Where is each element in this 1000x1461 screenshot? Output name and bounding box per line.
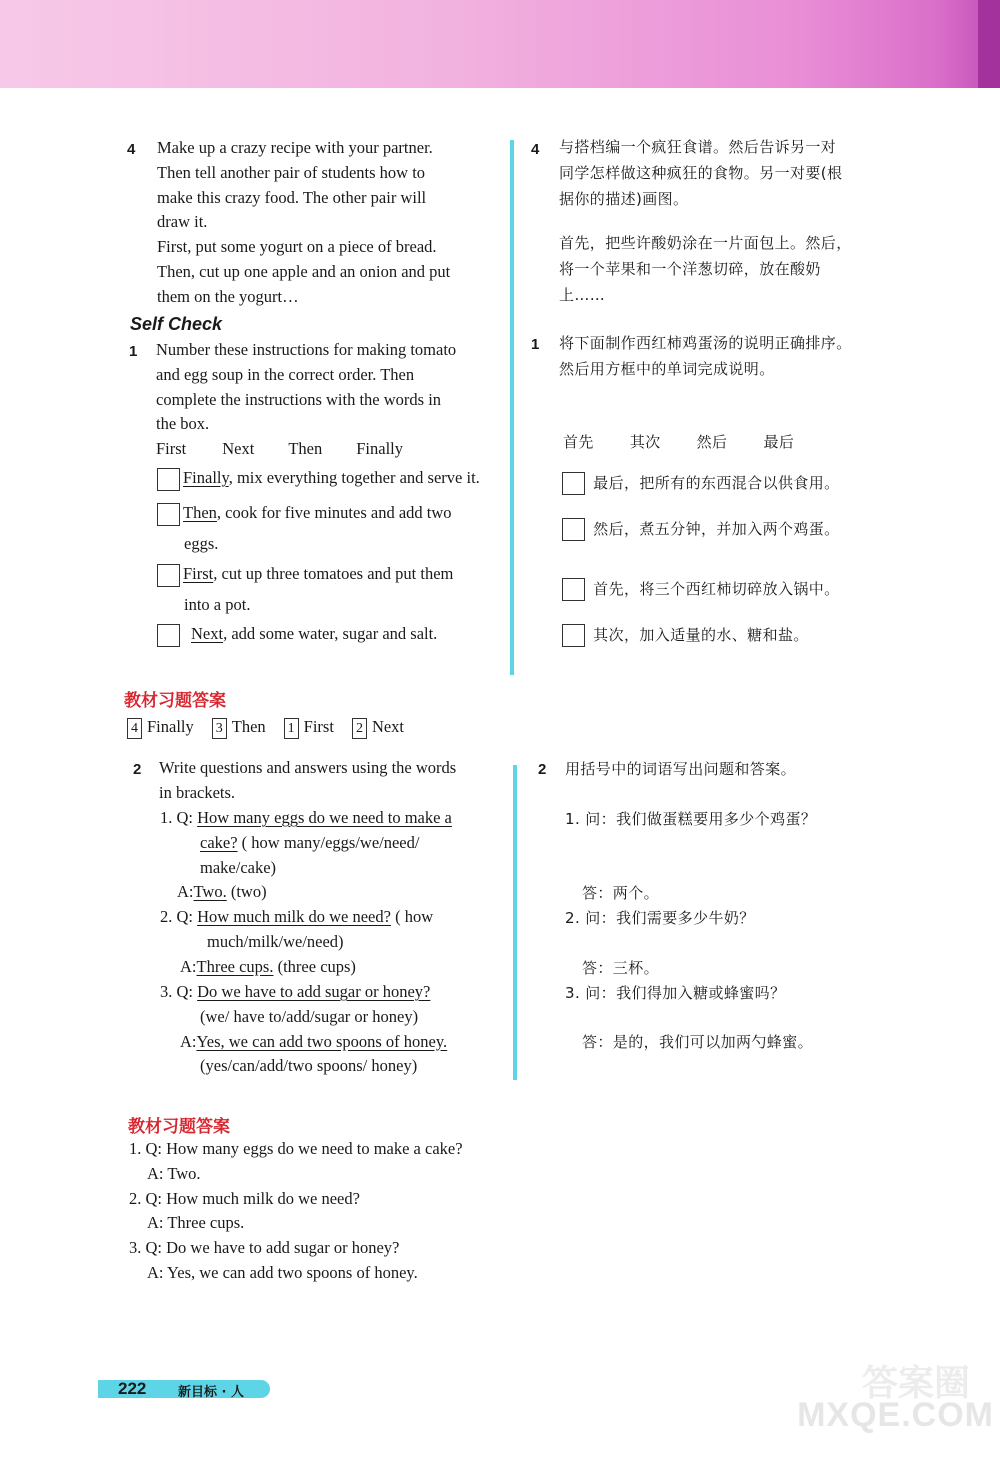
text-line: Then, cut up one apple and an onion and put [157, 261, 451, 281]
banner-edge [978, 0, 1000, 88]
book-label: 新目标 · 人 [178, 1385, 244, 1400]
text-line: Make up a crazy recipe with your partner. [157, 138, 433, 157]
word: 其次 [629, 433, 661, 451]
text-line: 将一个苹果和一个洋葱切碎，放在酸奶 [559, 260, 821, 278]
cn-answer: 答：三杯。 [582, 959, 660, 977]
section-4-cn-number: 4 [531, 141, 540, 158]
a-hint: (yes/can/add/two spoons/ honey) [200, 1056, 418, 1076]
text-line: 与搭档编一个疯狂食谱。然后告诉另一对 [559, 138, 837, 156]
q-hint: (we/ have to/add/sugar or honey) [200, 1006, 419, 1026]
text-line: them on the yogurt… [157, 286, 299, 306]
cn-instruction-item [562, 516, 840, 542]
fill-word: Then [183, 503, 217, 522]
self-check-en [156, 338, 494, 437]
text-line: 然后用方框中的单词完成说明。 [559, 360, 775, 378]
a-label: A: [180, 1031, 197, 1051]
section-2-en [159, 756, 497, 806]
answers-row [127, 715, 404, 740]
text-line: 将下面制作西红柿鸡蛋汤的说明正确排序。 [559, 334, 852, 352]
word: 然后 [696, 433, 728, 451]
answer-number: 3 [212, 718, 227, 739]
answer-number: 1 [284, 718, 299, 739]
instruction-text: , cut up three tomatoes and put them [213, 564, 454, 583]
text-line: 首先，把些许酸奶涂在一片面包上。然后， [559, 234, 852, 252]
answer-line: A: Yes, we can add two spoons of honey. [147, 1262, 418, 1282]
a-answer: Two. [193, 882, 227, 902]
watermark-logo: 答案圈 [861, 1363, 970, 1404]
fill-word: Finally [183, 468, 229, 487]
question-1 [160, 806, 500, 905]
cn-instruction-item [562, 576, 840, 602]
a-answer: Three cups. [196, 956, 274, 976]
instruction-cont: eggs. [184, 533, 219, 553]
answer-word: Finally [147, 717, 194, 736]
page-number: 222 [118, 1379, 147, 1398]
q-hint: ( how [395, 907, 434, 926]
text-line: make this crazy food. The other pair will [157, 187, 427, 207]
answer-box[interactable] [562, 518, 585, 541]
section-4-cn-example [559, 230, 904, 308]
section-4-cn [559, 134, 904, 212]
self-check-cn [559, 330, 904, 382]
text-line: the box. [156, 414, 210, 434]
instruction-text: 然后，煮五分钟，并加入两个鸡蛋。 [593, 520, 840, 538]
cn-answer: 答：两个。 [582, 884, 660, 902]
answer-line: 1. Q: How many eggs do we need to make a cake? [129, 1139, 463, 1158]
cn-question: 1. 问：我们做蛋糕要用多少个鸡蛋？ [565, 810, 817, 828]
column-divider-2 [513, 765, 517, 1080]
answer-number: 2 [352, 718, 367, 739]
cn-answer: 答：是的，我们可以加两勺蜂蜜。 [582, 1033, 814, 1051]
cn-question: 3. 问：我们得加入糖或蜂蜜吗？ [565, 984, 786, 1002]
instruction-item [157, 466, 497, 491]
answer-word: First [303, 717, 334, 736]
word: 最后 [763, 433, 795, 451]
text-line: 同学怎样做这种疯狂的食物。另一对要(根 [559, 164, 843, 182]
a-hint: (two) [230, 882, 267, 902]
cn-instruction-item [562, 470, 840, 496]
text-line: Then tell another pair of students how to [157, 162, 426, 182]
word: 首先 [563, 433, 594, 451]
self-check-number: 1 [129, 343, 138, 360]
section-2-cn-number: 2 [538, 761, 547, 778]
column-divider [510, 140, 514, 675]
answer-box[interactable] [562, 624, 585, 647]
answer-box[interactable] [562, 472, 585, 495]
q-answer: Do we have to add sugar or honey? [197, 982, 431, 1001]
word: Next [222, 439, 255, 458]
self-check-title: Self Check [130, 314, 223, 334]
a-label: A: [180, 956, 197, 976]
text-line: First, put some yogurt on a piece of bread. [157, 237, 437, 257]
text-line: Write questions and answers using the words [159, 758, 457, 777]
a-label: A: [177, 882, 194, 902]
watermark-text: MXQE.COM [797, 1396, 994, 1434]
answer-number: 4 [127, 718, 142, 739]
fill-word: Next [191, 624, 224, 643]
a-answer: Yes, we can add two spoons of honey. [196, 1031, 448, 1051]
answer-word: Then [231, 717, 266, 736]
answers-heading: 教材习题答案 [124, 691, 226, 711]
answer-line: A: Three cups. [147, 1213, 245, 1233]
q-hint: make/cake) [200, 857, 277, 877]
text-line: draw it. [157, 212, 208, 232]
word-box-cn [563, 429, 903, 455]
q-label: 2. Q: [160, 907, 193, 926]
q-hint: much/milk/we/need) [207, 931, 344, 951]
q-answer: How many eggs do we need to make a [197, 808, 452, 827]
answer-line: 3. Q: Do we have to add sugar or honey? [129, 1238, 400, 1258]
section-4-number: 4 [127, 141, 136, 158]
q-answer: cake? [200, 832, 238, 852]
text-line: and egg soup in the correct order. Then [156, 364, 415, 384]
answer-word: Next [371, 717, 405, 736]
text-line: 上…… [559, 286, 606, 304]
q-label: 3. Q: [160, 982, 193, 1001]
question-3 [160, 980, 505, 1079]
instruction-text: 首先，将三个西红柿切碎放入锅中。 [593, 580, 840, 598]
answers-heading-2: 教材习题答案 [128, 1117, 230, 1137]
word-box-en [156, 437, 496, 462]
q-answer: How much milk do we need? [197, 907, 391, 926]
instruction-text: , cook for five minutes and add two [216, 503, 452, 522]
a-hint: (three cups) [277, 956, 356, 976]
instruction-text: 其次，加入适量的水、糖和盐。 [593, 626, 809, 644]
section-4-en [157, 136, 492, 310]
answer-box[interactable] [157, 468, 180, 491]
instruction-cont: into a pot. [184, 594, 251, 614]
text-line: 据你的描述)画图。 [559, 190, 689, 208]
word: First [156, 439, 187, 458]
answer-line: A: Two. [147, 1163, 201, 1183]
q-label: 1. Q: [160, 808, 193, 827]
instruction-item [157, 501, 497, 557]
answer-box[interactable] [157, 503, 180, 526]
answers-list [129, 1137, 509, 1286]
text-line: in brackets. [159, 782, 236, 802]
word: Then [288, 439, 323, 458]
top-banner [0, 0, 1000, 88]
cn-question: 2. 问：我们需要多少牛奶？ [565, 909, 755, 927]
answer-box[interactable] [562, 578, 585, 601]
fill-word: First [183, 564, 214, 583]
answer-box[interactable] [157, 564, 180, 587]
instruction-item [157, 622, 497, 647]
section-2-number: 2 [133, 761, 142, 778]
section-2-cn-title: 用括号中的词语写出问题和答案。 [565, 760, 797, 778]
self-check-cn-number: 1 [531, 336, 540, 353]
word: Finally [356, 439, 404, 458]
text-line: Number these instructions for making tomato [156, 340, 457, 359]
instruction-text: 最后，把所有的东西混合以供食用。 [593, 474, 840, 492]
instruction-item [157, 562, 497, 618]
cn-instruction-item [562, 622, 809, 648]
text-line: complete the instructions with the words in [156, 389, 442, 409]
instruction-text: , add some water, sugar and salt. [223, 624, 438, 643]
answer-box[interactable] [157, 624, 180, 647]
question-2 [160, 905, 500, 979]
answer-line: 2. Q: How much milk do we need? [129, 1188, 360, 1208]
q-hint: ( how many/eggs/we/need/ [241, 832, 420, 852]
instruction-text: , mix everything together and serve it. [228, 468, 480, 487]
